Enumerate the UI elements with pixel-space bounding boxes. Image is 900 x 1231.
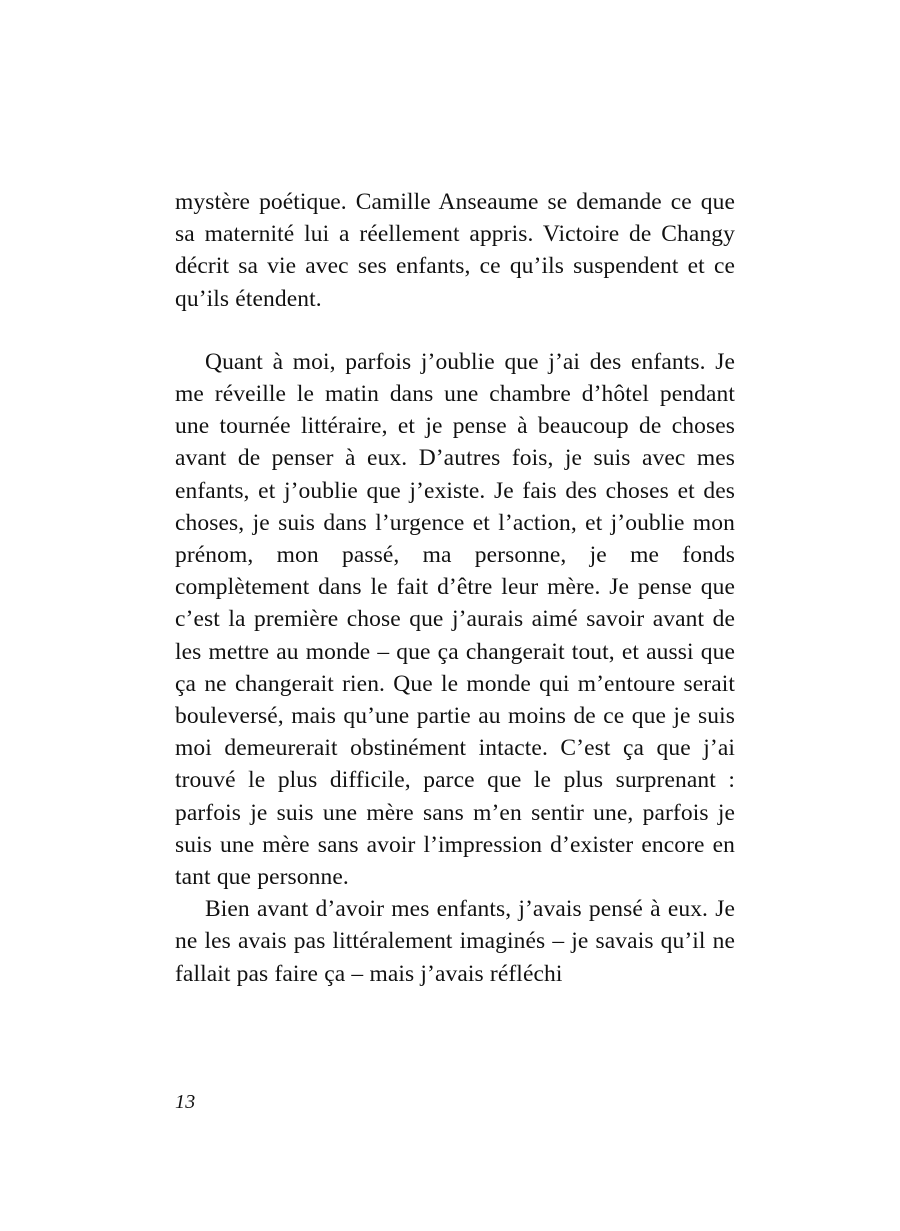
paragraph-quant-a-moi: Quant à moi, parfois j’oublie que j’ai des enfants. Je me réveille le matin dans une chambre d’hôtel pendant une tournée littéraire, et je pense à beaucoup de choses avant de penser à eux. D’autres fois, je suis avec mes enfants, et j’oublie que j’existe. Je fais des choses et des choses, je suis dans l’urgence et l’action, et j’oublie mon prénom, mon passé, ma personne, je me fonds complètement dans le fait d’être leur mère. Je pense que c’est la première chose que j’aurais aimé savoir avant de les mettre au monde – que ça changerait tout, et aussi que ça ne changerait rien. Que le monde qui m’entoure serait bouleversé, mais qu’une partie au moins de ce que je suis moi demeurerait obstinément intacte. C’est ça que j’ai trouvé le plus difficile, parce que le plus surprenant : parfois je suis une mère sans m’en sentir une, parfois je suis une mère sans avoir l’impression d’exister encore en tant que personne. (175, 348, 735, 891)
body-text-block (175, 186, 735, 990)
paragraph-bien-avant: Bien avant d’avoir mes enfants, j’avais pensé à eux. Je ne les avais pas littéralement imaginés – je savais qu’il ne fallait pas faire ça – mais j’avais réfléchi (175, 896, 735, 987)
paragraph-continuation: mystère poétique. Camille Anseaume se demande ce que sa maternité lui a réellement appris. Victoire de Changy décrit sa vie avec ses enfants, ce qu’ils suspendent et ce qu’ils étendent. (175, 189, 735, 312)
page-number: 13 (175, 1091, 196, 1113)
